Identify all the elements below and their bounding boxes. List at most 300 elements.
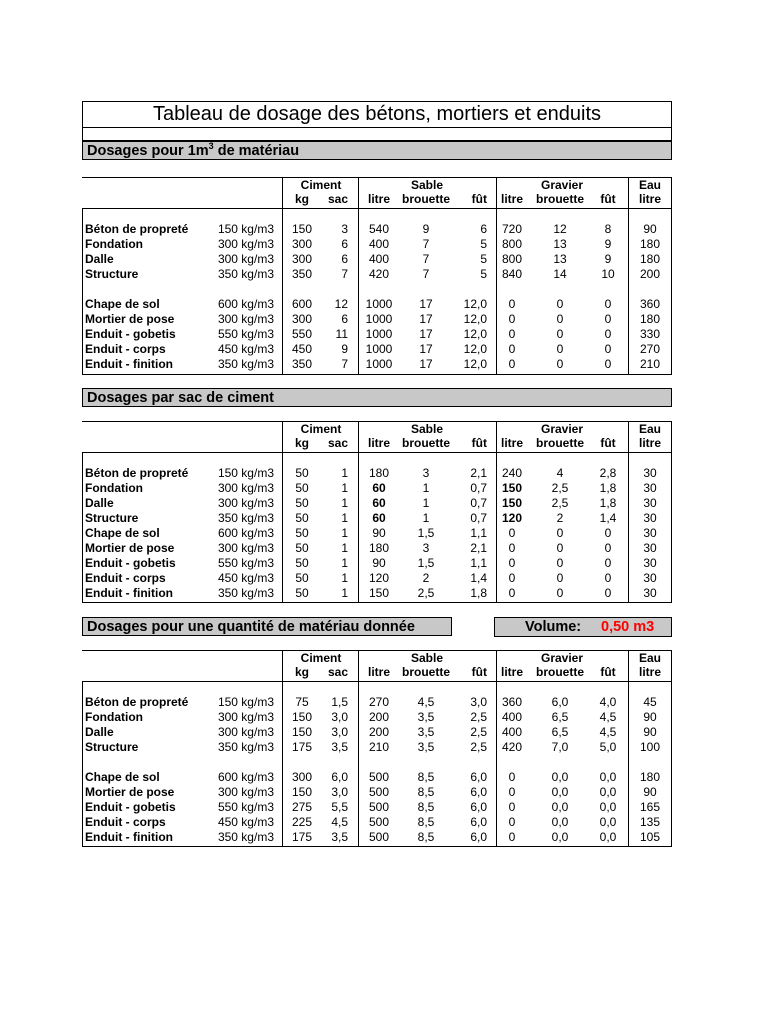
row-value-cell: 3,0 <box>331 785 348 799</box>
column-subheader: fût <box>600 665 616 679</box>
row-value-cell: 3 <box>422 541 430 555</box>
row-value-cell: 1 <box>341 481 348 495</box>
row-value-cell: 6 <box>341 252 348 266</box>
row-value-cell: 175 <box>291 830 313 844</box>
row-value-cell: 2,1 <box>470 541 487 555</box>
row-material-name: Enduit - corps <box>85 815 166 829</box>
row-value-cell: 13 <box>553 237 567 251</box>
column-subheader: litre <box>367 436 390 450</box>
row-value-cell: 1 <box>341 541 348 555</box>
row-value-cell: 180 <box>639 237 661 251</box>
row-value-cell: 1,8 <box>599 481 617 495</box>
row-value-cell: 5,5 <box>331 800 348 814</box>
row-cement-dosage: 300 kg/m3 <box>217 481 274 495</box>
row-value-cell: 0 <box>556 586 564 600</box>
row-value-cell: 1 <box>341 466 348 480</box>
row-value-cell: 135 <box>639 815 661 829</box>
row-value-cell: 1 <box>341 556 348 570</box>
row-value-cell: 0 <box>508 297 516 311</box>
page-title: Tableau de dosage des bétons, mortiers et enduits <box>82 101 672 128</box>
row-value-cell: 200 <box>639 267 661 281</box>
row-value-cell: 0 <box>508 586 516 600</box>
row-value-cell: 240 <box>501 466 523 480</box>
row-value-cell: 0,0 <box>599 815 617 829</box>
volume-value: 0,50 m3 <box>601 619 655 635</box>
row-value-cell: 400 <box>501 725 523 739</box>
row-value-cell: 14 <box>553 267 567 281</box>
row-value-cell: 8,5 <box>417 830 435 844</box>
row-value-cell: 3,0 <box>331 725 348 739</box>
row-value-cell: 1,4 <box>470 571 487 585</box>
row-value-cell: 1 <box>422 481 430 495</box>
row-value-cell: 0,7 <box>470 481 487 495</box>
column-group-header: Gravier <box>540 422 584 436</box>
row-value-cell: 360 <box>501 695 523 709</box>
row-value-cell: 350 <box>291 357 313 371</box>
row-value-cell: 150 <box>291 785 313 799</box>
row-value-cell: 90 <box>643 222 657 236</box>
row-value-cell: 0 <box>508 830 516 844</box>
row-value-cell: 180 <box>368 466 390 480</box>
row-value-cell: 0,0 <box>599 770 617 784</box>
row-value-cell: 2 <box>556 511 564 525</box>
row-cement-dosage: 350 kg/m3 <box>217 357 274 371</box>
row-value-cell: 90 <box>372 556 386 570</box>
row-value-cell: 500 <box>368 830 390 844</box>
row-value-cell: 30 <box>643 466 657 480</box>
row-value-cell: 60 <box>372 496 386 510</box>
row-value-cell: 550 <box>291 327 313 341</box>
row-value-cell: 1,5 <box>417 526 435 540</box>
row-value-cell: 30 <box>643 586 657 600</box>
row-value-cell: 3,5 <box>417 710 435 724</box>
row-value-cell: 9 <box>341 342 348 356</box>
row-value-cell: 800 <box>501 252 523 266</box>
section-header-per-m3 <box>82 141 672 160</box>
row-value-cell: 4,0 <box>599 695 617 709</box>
row-value-cell: 300 <box>291 770 313 784</box>
row-value-cell: 165 <box>639 800 661 814</box>
row-value-cell: 0,0 <box>551 785 569 799</box>
row-value-cell: 5 <box>480 237 487 251</box>
row-value-cell: 50 <box>295 466 309 480</box>
row-value-cell: 30 <box>643 571 657 585</box>
row-material-name: Béton de propreté <box>85 222 189 236</box>
column-subheader: kg <box>294 192 309 206</box>
row-value-cell: 50 <box>295 511 309 525</box>
row-value-cell: 100 <box>639 740 661 754</box>
row-value-cell: 180 <box>639 770 661 784</box>
row-value-cell: 1,5 <box>331 695 348 709</box>
volume-box <box>494 617 672 637</box>
row-value-cell: 7 <box>341 267 348 281</box>
row-value-cell: 5,0 <box>599 740 617 754</box>
row-value-cell: 2,5 <box>470 710 487 724</box>
row-value-cell: 210 <box>639 357 661 371</box>
row-material-name: Chape de sol <box>85 297 160 311</box>
row-value-cell: 4,5 <box>331 815 348 829</box>
row-value-cell: 210 <box>368 740 390 754</box>
table-header-divider <box>82 452 672 453</box>
row-value-cell: 275 <box>291 800 313 814</box>
column-group-header: Ciment <box>300 178 342 192</box>
row-value-cell: 270 <box>639 342 661 356</box>
row-value-cell: 500 <box>368 785 390 799</box>
row-value-cell: 12 <box>553 222 567 236</box>
column-subheader: sac <box>327 192 348 206</box>
row-value-cell: 0,0 <box>551 770 569 784</box>
row-cement-dosage: 300 kg/m3 <box>217 725 274 739</box>
row-value-cell: 0 <box>556 312 564 326</box>
row-material-name: Fondation <box>85 481 143 495</box>
row-value-cell: 12,0 <box>463 297 487 311</box>
row-value-cell: 180 <box>368 541 390 555</box>
row-value-cell: 4 <box>556 466 564 480</box>
row-value-cell: 0 <box>508 342 516 356</box>
row-value-cell: 2,1 <box>470 466 487 480</box>
row-value-cell: 1000 <box>365 297 393 311</box>
row-value-cell: 420 <box>368 267 390 281</box>
row-value-cell: 45 <box>643 695 657 709</box>
column-group-header: Ciment <box>300 422 342 436</box>
row-value-cell: 6,5 <box>551 725 569 739</box>
row-cement-dosage: 450 kg/m3 <box>217 815 274 829</box>
section-header-quantity: Dosages pour une quantité de matériau donnée <box>82 617 452 636</box>
row-value-cell: 2,5 <box>470 740 487 754</box>
row-value-cell: 50 <box>295 556 309 570</box>
row-value-cell: 0 <box>556 556 564 570</box>
column-group-header: Sable <box>410 178 443 192</box>
row-value-cell: 3 <box>341 222 348 236</box>
row-value-cell: 0 <box>556 297 564 311</box>
volume-label: Volume: <box>525 619 582 635</box>
row-value-cell: 0 <box>508 815 516 829</box>
row-value-cell: 0 <box>508 785 516 799</box>
table-header-divider <box>82 681 672 682</box>
table-bottom-border <box>82 602 672 603</box>
row-material-name: Fondation <box>85 237 143 251</box>
row-value-cell: 7 <box>422 267 430 281</box>
row-material-name: Mortier de pose <box>85 312 175 326</box>
row-value-cell: 8,5 <box>417 770 435 784</box>
row-value-cell: 90 <box>643 725 657 739</box>
row-value-cell: 0 <box>556 327 564 341</box>
column-group-header: Eau <box>638 651 661 665</box>
row-value-cell: 17 <box>419 342 433 356</box>
column-group-header: Eau <box>638 422 661 436</box>
row-value-cell: 7 <box>422 237 430 251</box>
row-value-cell: 30 <box>643 526 657 540</box>
row-value-cell: 17 <box>419 357 433 371</box>
row-value-cell: 330 <box>639 327 661 341</box>
column-subheader: brouette <box>402 192 450 206</box>
row-value-cell: 30 <box>643 541 657 555</box>
row-value-cell: 2,5 <box>470 725 487 739</box>
row-material-name: Enduit - gobetis <box>85 327 176 341</box>
row-material-name: Chape de sol <box>85 770 160 784</box>
column-subheader: fût <box>600 192 616 206</box>
row-value-cell: 50 <box>295 481 309 495</box>
row-value-cell: 6,0 <box>470 830 487 844</box>
column-group-header: Sable <box>410 422 443 436</box>
row-value-cell: 50 <box>295 586 309 600</box>
title-spacer <box>82 126 672 141</box>
row-value-cell: 1000 <box>365 327 393 341</box>
row-value-cell: 180 <box>639 312 661 326</box>
table-bottom-border <box>82 846 672 847</box>
row-value-cell: 0 <box>556 342 564 356</box>
row-cement-dosage: 300 kg/m3 <box>217 312 274 326</box>
row-value-cell: 7,0 <box>551 740 569 754</box>
row-value-cell: 0,0 <box>599 830 617 844</box>
row-value-cell: 1,8 <box>599 496 617 510</box>
column-subheader: litre <box>638 192 661 206</box>
row-value-cell: 400 <box>368 252 390 266</box>
row-value-cell: 6,0 <box>331 770 348 784</box>
row-value-cell: 540 <box>368 222 390 236</box>
row-value-cell: 7 <box>422 252 430 266</box>
row-value-cell: 0,0 <box>551 815 569 829</box>
row-value-cell: 400 <box>368 237 390 251</box>
row-value-cell: 3 <box>422 466 430 480</box>
table-column-line <box>82 452 83 603</box>
row-value-cell: 300 <box>291 312 313 326</box>
column-group-header: Gravier <box>540 651 584 665</box>
row-value-cell: 105 <box>639 830 661 844</box>
row-value-cell: 0,0 <box>599 785 617 799</box>
row-value-cell: 0 <box>604 312 612 326</box>
row-value-cell: 1000 <box>365 342 393 356</box>
column-subheader: sac <box>327 436 348 450</box>
row-value-cell: 0 <box>508 571 516 585</box>
row-value-cell: 50 <box>295 496 309 510</box>
row-cement-dosage: 350 kg/m3 <box>217 740 274 754</box>
section-header-per-m3-tail: de matériau <box>213 143 300 159</box>
row-material-name: Chape de sol <box>85 526 160 540</box>
row-value-cell: 1,4 <box>599 511 617 525</box>
row-value-cell: 30 <box>643 556 657 570</box>
row-value-cell: 6,0 <box>470 815 487 829</box>
row-cement-dosage: 600 kg/m3 <box>217 297 274 311</box>
row-value-cell: 8,5 <box>417 800 435 814</box>
row-value-cell: 8,5 <box>417 785 435 799</box>
column-subheader: brouette <box>402 436 450 450</box>
row-value-cell: 0 <box>556 541 564 555</box>
row-value-cell: 6 <box>341 312 348 326</box>
row-value-cell: 0 <box>604 541 612 555</box>
row-value-cell: 6,0 <box>551 695 569 709</box>
column-subheader: brouette <box>536 192 584 206</box>
row-value-cell: 360 <box>639 297 661 311</box>
row-value-cell: 3,5 <box>331 830 348 844</box>
row-value-cell: 150 <box>291 222 313 236</box>
row-value-cell: 9 <box>422 222 430 236</box>
row-value-cell: 1 <box>422 511 430 525</box>
row-cement-dosage: 300 kg/m3 <box>217 710 274 724</box>
row-value-cell: 840 <box>501 267 523 281</box>
row-cement-dosage: 600 kg/m3 <box>217 526 274 540</box>
row-value-cell: 13 <box>553 252 567 266</box>
row-material-name: Structure <box>85 740 139 754</box>
row-cement-dosage: 450 kg/m3 <box>217 342 274 356</box>
row-value-cell: 9 <box>604 252 612 266</box>
row-value-cell: 150 <box>291 710 313 724</box>
section-header-per-m3-sup: 3 <box>208 141 214 152</box>
column-subheader: brouette <box>402 665 450 679</box>
column-subheader: kg <box>294 665 309 679</box>
row-value-cell: 0 <box>604 342 612 356</box>
row-value-cell: 120 <box>501 511 523 525</box>
row-material-name: Dalle <box>85 725 114 739</box>
column-subheader: litre <box>638 436 661 450</box>
row-cement-dosage: 300 kg/m3 <box>217 496 274 510</box>
row-value-cell: 0,0 <box>551 800 569 814</box>
row-value-cell: 0 <box>556 571 564 585</box>
row-cement-dosage: 150 kg/m3 <box>217 222 274 236</box>
row-value-cell: 50 <box>295 541 309 555</box>
row-material-name: Enduit - corps <box>85 342 166 356</box>
row-value-cell: 0,0 <box>551 830 569 844</box>
table-bottom-border <box>82 374 672 375</box>
row-value-cell: 0 <box>508 526 516 540</box>
row-value-cell: 2,5 <box>417 586 435 600</box>
row-value-cell: 10 <box>601 267 615 281</box>
column-subheader: kg <box>294 436 309 450</box>
row-value-cell: 6,0 <box>470 785 487 799</box>
row-value-cell: 0 <box>508 770 516 784</box>
row-material-name: Enduit - corps <box>85 571 166 585</box>
row-value-cell: 0 <box>556 357 564 371</box>
column-subheader: litre <box>500 436 523 450</box>
table-column-line <box>82 681 83 847</box>
row-value-cell: 17 <box>419 312 433 326</box>
row-value-cell: 2 <box>422 571 430 585</box>
row-value-cell: 0 <box>508 312 516 326</box>
row-value-cell: 0 <box>604 571 612 585</box>
row-value-cell: 3,0 <box>470 695 487 709</box>
row-value-cell: 60 <box>372 511 386 525</box>
row-value-cell: 6,0 <box>470 770 487 784</box>
row-value-cell: 3,0 <box>331 710 348 724</box>
row-cement-dosage: 350 kg/m3 <box>217 830 274 844</box>
column-subheader: brouette <box>536 665 584 679</box>
column-group-header: Sable <box>410 651 443 665</box>
row-value-cell: 8,5 <box>417 815 435 829</box>
row-value-cell: 300 <box>291 252 313 266</box>
row-value-cell: 90 <box>372 526 386 540</box>
row-value-cell: 175 <box>291 740 313 754</box>
column-subheader: fût <box>471 665 487 679</box>
row-material-name: Dalle <box>85 252 114 266</box>
row-value-cell: 500 <box>368 815 390 829</box>
row-cement-dosage: 300 kg/m3 <box>217 252 274 266</box>
row-material-name: Enduit - finition <box>85 586 173 600</box>
row-material-name: Dalle <box>85 496 114 510</box>
row-value-cell: 11 <box>335 327 348 341</box>
row-value-cell: 6,5 <box>551 710 569 724</box>
row-value-cell: 1 <box>341 586 348 600</box>
row-value-cell: 1,1 <box>470 556 487 570</box>
row-value-cell: 50 <box>295 526 309 540</box>
row-value-cell: 200 <box>368 725 390 739</box>
row-value-cell: 0 <box>604 297 612 311</box>
row-value-cell: 0 <box>604 357 612 371</box>
row-cement-dosage: 350 kg/m3 <box>217 267 274 281</box>
row-value-cell: 0 <box>556 526 564 540</box>
row-value-cell: 6 <box>341 237 348 251</box>
row-value-cell: 90 <box>643 785 657 799</box>
row-value-cell: 3,5 <box>417 740 435 754</box>
row-value-cell: 30 <box>643 481 657 495</box>
row-value-cell: 800 <box>501 237 523 251</box>
row-value-cell: 12,0 <box>463 357 487 371</box>
row-value-cell: 150 <box>501 496 523 510</box>
row-value-cell: 150 <box>291 725 313 739</box>
row-value-cell: 270 <box>368 695 390 709</box>
row-value-cell: 9 <box>604 237 612 251</box>
column-subheader: fût <box>471 436 487 450</box>
column-group-header: Ciment <box>300 651 342 665</box>
row-value-cell: 4,5 <box>599 710 617 724</box>
row-value-cell: 450 <box>291 342 313 356</box>
row-value-cell: 0 <box>508 541 516 555</box>
column-subheader: sac <box>327 665 348 679</box>
row-value-cell: 2,5 <box>551 481 569 495</box>
row-value-cell: 720 <box>501 222 523 236</box>
row-value-cell: 90 <box>643 710 657 724</box>
row-value-cell: 400 <box>501 710 523 724</box>
row-value-cell: 6,0 <box>470 800 487 814</box>
row-value-cell: 1000 <box>365 312 393 326</box>
row-value-cell: 0 <box>604 327 612 341</box>
row-value-cell: 12,0 <box>463 327 487 341</box>
row-value-cell: 300 <box>291 237 313 251</box>
row-value-cell: 30 <box>643 511 657 525</box>
row-value-cell: 6 <box>480 222 487 236</box>
column-subheader: litre <box>500 192 523 206</box>
row-value-cell: 4,5 <box>417 695 435 709</box>
row-value-cell: 1 <box>341 511 348 525</box>
row-value-cell: 1,8 <box>470 586 487 600</box>
row-value-cell: 600 <box>291 297 313 311</box>
row-value-cell: 1,5 <box>417 556 435 570</box>
row-cement-dosage: 300 kg/m3 <box>217 237 274 251</box>
row-value-cell: 500 <box>368 770 390 784</box>
column-subheader: fût <box>471 192 487 206</box>
row-value-cell: 0 <box>604 526 612 540</box>
row-value-cell: 1,1 <box>470 526 487 540</box>
row-value-cell: 1 <box>341 496 348 510</box>
row-value-cell: 0 <box>604 556 612 570</box>
column-group-header: Eau <box>638 178 661 192</box>
row-cement-dosage: 450 kg/m3 <box>217 571 274 585</box>
row-value-cell: 225 <box>291 815 313 829</box>
row-value-cell: 4,5 <box>599 725 617 739</box>
row-value-cell: 0 <box>508 800 516 814</box>
row-cement-dosage: 550 kg/m3 <box>217 327 274 341</box>
row-cement-dosage: 150 kg/m3 <box>217 695 274 709</box>
row-value-cell: 30 <box>643 496 657 510</box>
row-value-cell: 7 <box>341 357 348 371</box>
row-value-cell: 350 <box>291 267 313 281</box>
row-value-cell: 8 <box>604 222 612 236</box>
row-value-cell: 180 <box>639 252 661 266</box>
section-header-per-sac: Dosages par sac de ciment <box>82 388 672 407</box>
row-cement-dosage: 350 kg/m3 <box>217 511 274 525</box>
row-cement-dosage: 600 kg/m3 <box>217 770 274 784</box>
row-value-cell: 0 <box>508 556 516 570</box>
row-value-cell: 2,5 <box>551 496 569 510</box>
